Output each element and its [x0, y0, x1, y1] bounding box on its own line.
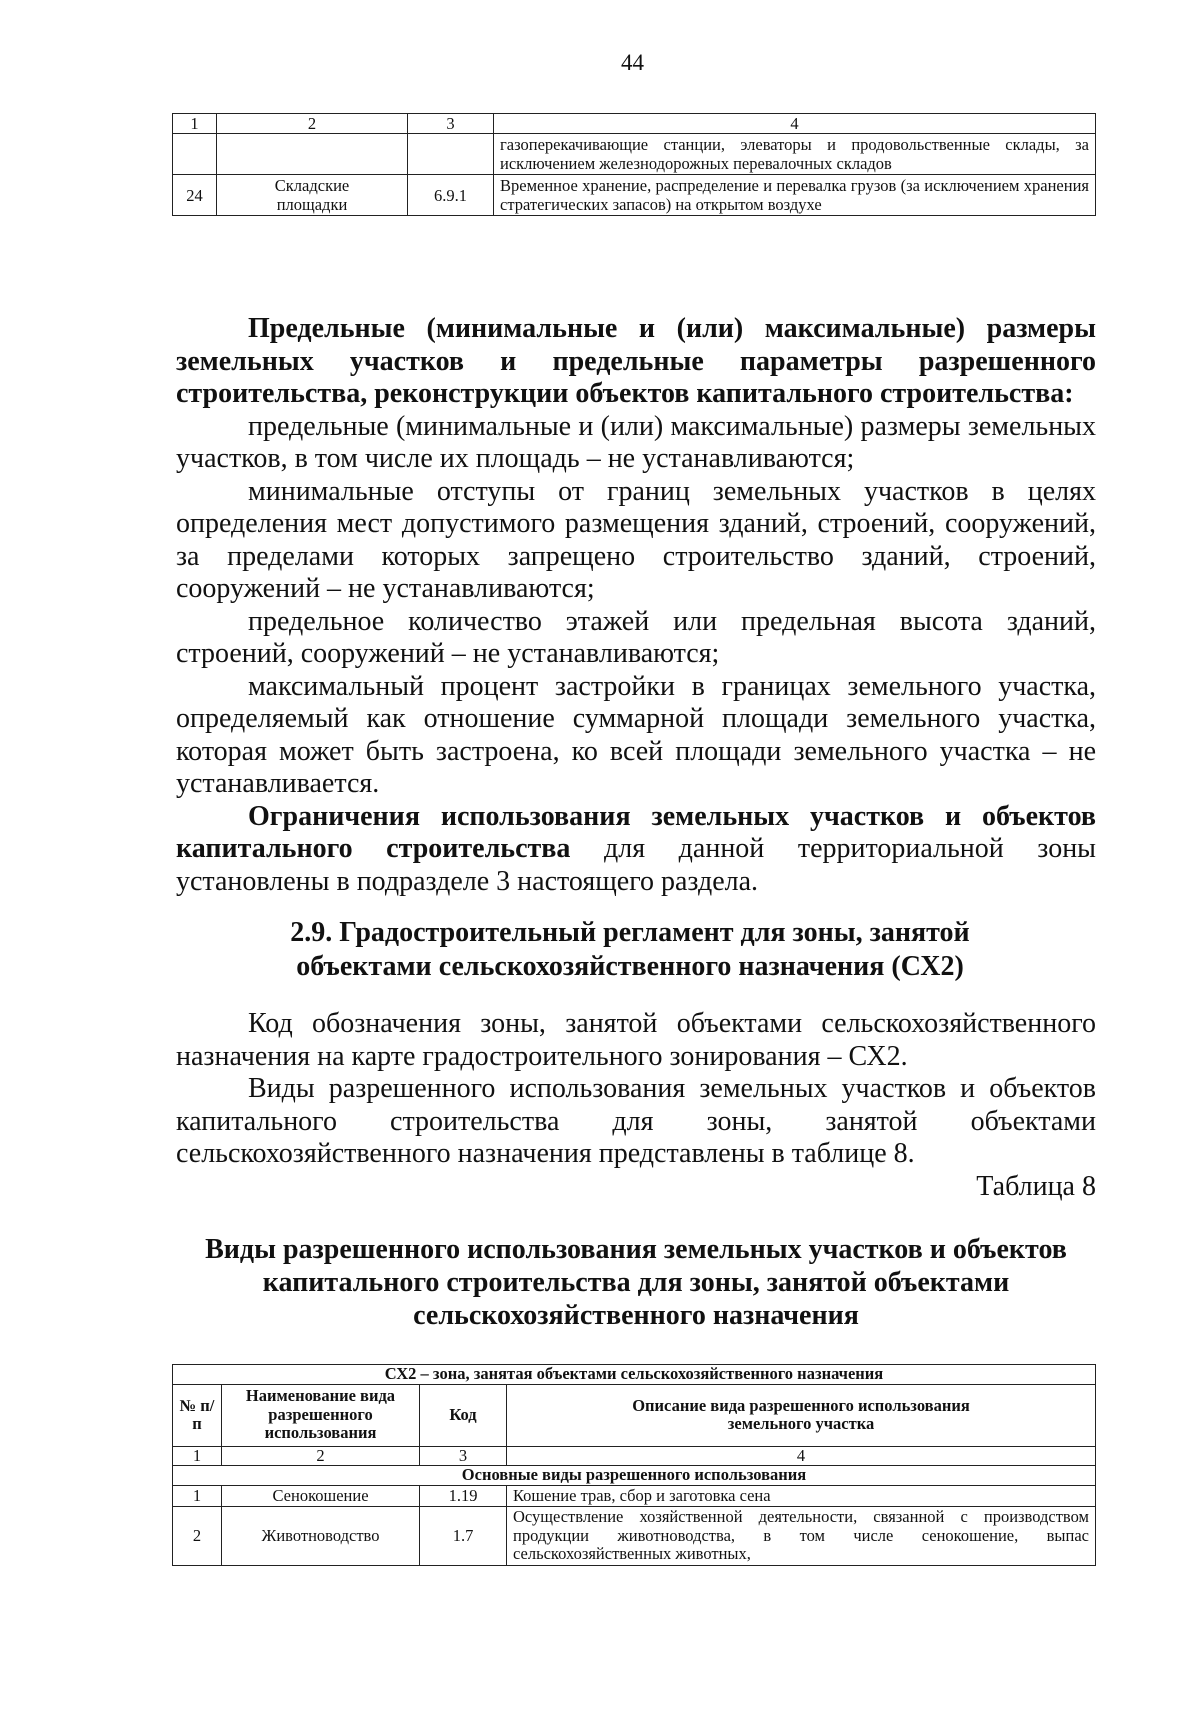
table-row [173, 175, 1096, 216]
header-cell: Описание вида разрешенного использования земельного участка [507, 1384, 1096, 1446]
table-cell: 2 [217, 114, 408, 134]
table-cell: 3 [420, 1446, 507, 1466]
paragraph: предельное количество этажей или предельная высота зданий, строений, сооружений – не устанавливаются; [176, 605, 1096, 669]
table-row [173, 1365, 1096, 1385]
header-cell: Наименование вида разрешенного использования [222, 1384, 420, 1446]
table-cell: Складские площадки [217, 175, 408, 216]
paragraph: максимальный процент застройки в границах земельного участка, определяемый как отношение суммарной площади земельного участка, которая может быть застроена, ко всей площади земельного участка – не устанавливается. [176, 670, 1096, 799]
table-cell: 1 [173, 1446, 222, 1466]
table-row [173, 1466, 1096, 1486]
table-cell: Кошение трав, сбор и заготовка сена [507, 1485, 1096, 1507]
table-cell: 1.7 [420, 1507, 507, 1566]
table-cell: 1 [173, 114, 217, 134]
table-cell: Временное хранение, распределение и перевалка грузов (за исключением хранения стратегических запасов) на открытом воздухе [494, 175, 1096, 216]
table-cell: 1 [173, 1485, 222, 1507]
table-cell: 2 [222, 1446, 420, 1466]
table-cell: Животноводство [222, 1507, 420, 1566]
continuation-table [172, 113, 1096, 216]
table-cell [173, 134, 217, 175]
table-header-row [173, 1384, 1096, 1446]
table-row [173, 1446, 1096, 1466]
uses-table [172, 1364, 1096, 1566]
table-cell: 1.19 [420, 1485, 507, 1507]
table-cell: 4 [494, 114, 1096, 134]
paragraph: Код обозначения зоны, занятой объектами сельскохозяйственного назначения на карте градостроительного зонирования – СХ2. [176, 1008, 1096, 1072]
table-row [173, 114, 1096, 134]
table-cell: 3 [408, 114, 494, 134]
restrictions-bold: Ограничения использования земельных участков и объектов капитального строительства [176, 800, 1096, 864]
group-header: Основные виды разрешенного использования [173, 1466, 1096, 1486]
header-cell: Код [420, 1384, 507, 1446]
table-row [173, 134, 1096, 175]
table-cell: газоперекачивающие станции, элеваторы и продовольственные склады, за исключением железнодорожных перевалочных складов [494, 134, 1096, 175]
page-number: 44 [621, 50, 644, 75]
table-cell: 4 [507, 1446, 1096, 1466]
header-cell: № п/п [173, 1384, 222, 1446]
table-row [173, 1485, 1096, 1507]
section-body [176, 1008, 1096, 1203]
limits-section [176, 313, 1096, 898]
restrictions-paragraph [176, 801, 1096, 899]
table-cell [217, 134, 408, 175]
table-cell: 6.9.1 [408, 175, 494, 216]
table-label: Таблица 8 [976, 1170, 1096, 1202]
zone-header: СХ2 – зона, занятая объектами сельскохозяйственного назначения [173, 1365, 1096, 1385]
section-title: 2.9. Градостроительный регламент для зоны, занятой объектами сельскохозяйственного назначения (СХ2) [290, 917, 970, 982]
table-cell: 24 [173, 175, 217, 216]
table-cell: 2 [173, 1507, 222, 1566]
restrictions-rest: для данной территориальной зоны установлены в подразделе 3 настоящего раздела. [176, 833, 1096, 897]
paragraph: предельные (минимальные и (или) максимальные) размеры земельных участков, в том числе их площадь – не устанавливаются; [176, 410, 1096, 474]
paragraph: минимальные отступы от границ земельных участков в целях определения мест допустимого размещения зданий, строений, сооружений, за пределами которых запрещено строительство зданий, строений, сооружений – не устанавливаются; [176, 475, 1096, 604]
paragraph: Виды разрешенного использования земельных участков и объектов капитального строительства для зоны, занятой объектами сельскохозяйственного назначения представлены в таблице 8. [176, 1073, 1096, 1169]
table-cell: Сенокошение [222, 1485, 420, 1507]
table-row [173, 1507, 1096, 1566]
table-cell [408, 134, 494, 175]
table-cell: Осуществление хозяйственной деятельности, связанной с производством продукции животноводства, в том числе сенокошение, выпас сельскохозяйственных животных, [507, 1507, 1096, 1566]
table-title: Виды разрешенного использования земельных участков и объектов капитального строительства для зоны, занятой объектами сельскохозяйственного назначения [205, 1234, 1067, 1331]
limits-heading: Предельные (минимальные и (или) максимальные) размеры земельных участков и предельные параметры разрешенного строительства, реконструкции объектов капитального строительства: [176, 313, 1096, 409]
